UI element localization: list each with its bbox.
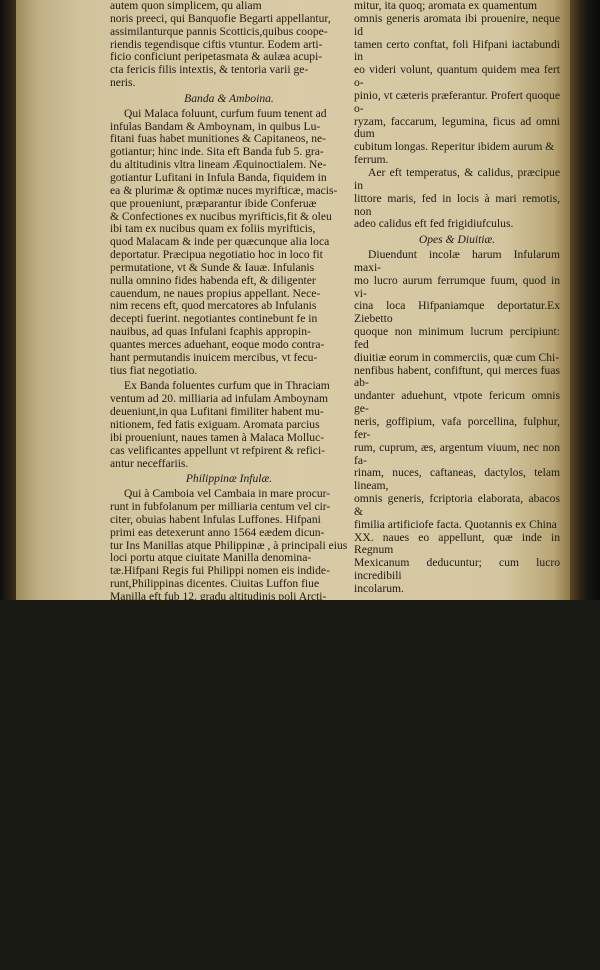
text-line: Adminiftrat Rex Hifpanorum ciuitatem Ma- — [354, 836, 560, 862]
text-line: Aer eft temperatus, & calidus, præcipue in — [354, 165, 560, 192]
text-line: tæ.Hifpani Regis fui Philippi nomen eis indide- — [110, 564, 330, 578]
text-line: cas velificantes appellunt vt refpirent & refici- — [110, 443, 326, 457]
text-line: tur Ins Manillas atque Philippinæ , à principali eius — [110, 538, 348, 552]
section-heading-religio: Religio. — [438, 928, 476, 942]
text-line: fitani fuas habet munitiones & Capitaneos, ne- — [110, 132, 327, 146]
text-line: incolarum. — [354, 581, 404, 595]
section-heading-administratio: Modus Adminiftrationis. — [400, 821, 514, 835]
text-line: noris preeci, qui Banquofie Begarti appellantur, — [110, 11, 331, 25]
text-line: Infulis,amiferunt, exacuit eorum ftudia, vta- — [354, 728, 558, 742]
text-line: annis , ex quo ea quæ in Moluccis obtinuerunt — [354, 702, 560, 729]
text-line: hant permutandis inuicem mercibus, vt fecu- — [110, 350, 318, 364]
text-line: primi eas detexerunt anno 1564 eædem dicun- — [110, 525, 325, 539]
section-heading-philippinae: Philippinæ Infulæ. — [185, 472, 273, 486]
religio-paragraph — [354, 945, 560, 970]
text-line: fionem Caftrorum collocarunt. — [354, 805, 496, 819]
text-line: assimilanturque pannis Scotticis,quibus coope- — [110, 24, 328, 38]
text-line: gotiantur; hinc inde. Sita eft Banda fub 5. gra- — [110, 145, 324, 159]
text-line: quoque non minimum lucrum percipiunt: fed — [354, 325, 560, 351]
text-line: ci: Infula in ambitu M. millia pafluum continet, — [110, 602, 330, 616]
text-line: quod Malacam & inde per quæcunque alia loca — [110, 235, 330, 249]
text-line: riendis tegendisque ciftis vtuntur. Eodem arti- — [110, 37, 323, 51]
text-line: iacentes per Gubernatorem, qui ex Hifpania il- — [354, 887, 560, 914]
scan-left-edge — [0, 0, 16, 600]
text-line: nulla omnino fides habenda eft, & diligenter — [110, 273, 316, 287]
text-line: undanter aduehunt, vtpote fericum omnis ge- — [354, 389, 560, 416]
text-line: tamen certo conftat, foli Hifpani iactabundi in — [354, 37, 560, 64]
robur-paragraph — [354, 614, 560, 820]
right-column — [354, 0, 560, 970]
text-line: omnis generis, fcriptoria elaborata, abacos & — [354, 492, 560, 518]
text-line: permutatione, vt & Sunde & Iauæ. Infulanis — [110, 260, 315, 274]
text-line: mitur, ita quoq; aromata ex quamentum — [354, 0, 538, 12]
banda-paragraph — [110, 108, 348, 378]
section-heading-opes: Opes & Diuitiæ. — [418, 233, 496, 247]
text-line: inftrumentorum bellicorum & tormentorum, — [354, 766, 559, 780]
text-line: Qui Malaca foluunt, curfum fuum tenent ad — [124, 106, 327, 120]
text-line: ea & plurimæ & optimæ nuces myrifticæ, macis- — [110, 183, 338, 197]
text-line: terius fe defendant. Ea de caufa magnam copiam — [354, 741, 560, 767]
text-line: littore maris, fed in locis à mari remotis, non — [354, 191, 560, 218]
text-line: tur, cum firmo propofito nulli mortalium ce- — [354, 664, 560, 678]
text-line: nim recens eft, quod mercatores ab Infulanis — [110, 299, 317, 313]
text-line: neris. — [110, 76, 136, 90]
text-line: ibi proueniunt, naues tamen à Malaca Molluc- — [110, 430, 325, 444]
text-line: eo videri volunt, quantum quidem mea fert o- — [354, 63, 560, 90]
text-line: ficio conficiunt peripetasmata & aulæa acupi- — [110, 50, 323, 64]
text-line: que proueniunt, præparantur ibide Conferuæ — [110, 196, 317, 210]
text-line: deueniunt,in qua Lufitani fimiliter habent mu- — [110, 405, 324, 419]
amboina-paragraph — [110, 380, 348, 470]
book-page — [16, 0, 570, 970]
text-line: quantes merces aduehant, eoque modo contra- — [110, 337, 325, 351]
text-line: XX. naues eo appellunt, quæ inde in Regnum — [354, 530, 560, 557]
text-line: cauendum, ne naues propius appellant. Nece- — [110, 286, 321, 300]
text-line: omnis generis aromata ibi prouenire, neque id — [354, 11, 560, 38]
text-line: cubitum longas. Reperitur ibidem aurum & — [354, 140, 555, 154]
text-line: rum, cuprum, æs, argentum viuum, nec non fa- — [354, 440, 560, 467]
text-line: ventum ad 20. milliaria ad infulam Amboynam — [110, 392, 328, 406]
text-line: runt,Philippinas dicentes. Ciuitas Luffon fiue — [110, 577, 320, 591]
text-line: diuitiæ eorum in commerciis, quæ cum Chi- — [354, 350, 560, 364]
text-line: tius fiat negotiatio. — [110, 363, 198, 377]
text-line: Manilla eft fub 12. gradu altitudinis poli Arcti- — [110, 589, 327, 603]
text-line: fimilia artificiofe facta. Quotannis ex China — [354, 517, 557, 531]
text-line: circa eam vifuntur aliæ Infulæ innumeræ, qua- — [110, 615, 327, 629]
text-line: decepti fuerint. negotiantes continebunt fe in — [110, 312, 318, 326]
text-line: & Confectiones ex nucibus myrifticis,fit & oleu — [110, 209, 332, 223]
text-line: loci portu atque ciuitate Manilla denomina- — [110, 551, 312, 565]
text-line: rinam, nuces, caftaneas, dactylos, telam lineam, — [354, 466, 560, 493]
text-line: runt in fubfolanum per milliaria centum vel cir- — [110, 500, 331, 514]
text-line: ibi tam ex nucibus quam ex foliis myrifticis, — [110, 222, 316, 236]
section-heading-robur: Robur & Firmitas. — [413, 597, 501, 611]
opes-paragraph — [354, 249, 560, 596]
text-line: dendi. Iactura quam acceperunt proximis his — [354, 676, 560, 703]
left-top-paragraph — [110, 0, 348, 90]
text-line: luc mittitur. — [354, 913, 409, 927]
administratio-paragraph — [354, 837, 560, 927]
section-heading-banda: Banda & Amboina. — [184, 91, 274, 105]
text-line: Diuendunt incolæ harum Infularum maxi- — [354, 248, 560, 274]
text-line: nillam,fiue Lufonias cætetafque Infulas circum- — [354, 861, 560, 888]
text-line: deportatur. Præcipua negotiatio hoc in loco fit — [110, 248, 323, 262]
text-line: lis, quæ magnis præfidiis Hifpanorum obtinen- — [354, 638, 560, 665]
text-line: nauibus, ad quas Infulani fcaphis appropin- — [110, 325, 311, 339]
text-line: Qui à Camboia vel Cambaia in mare procur- — [124, 487, 331, 501]
text-line: autem quon simplicem, qu aliam — [110, 0, 262, 12]
text-line: nec non magnum numerum militum,in defen- — [354, 779, 560, 806]
text-line: Harum Infularum incolæ Epifcopum in Vi- — [354, 943, 560, 970]
text-line: ryzam, faccarum, legumina, ficus ad omni dum — [354, 114, 560, 141]
text-line: gotiantur Lufitani in Infula Banda, fiquidem in — [110, 170, 327, 184]
text-line: ferrum. — [354, 153, 389, 167]
text-line: citer, obuias habent Infulas Luffones. Hifpani — [110, 512, 321, 526]
text-line: antur neceffariis. — [110, 456, 189, 470]
text-line: neris, goffipium, vafa porcellina, fulphur, fer- — [354, 415, 560, 441]
text-line: cina loca Hifpaniamque deportatur.Ex Ziebetto — [354, 299, 560, 326]
text-line: Reperiuntur multa loca munita in his Infu- — [354, 612, 560, 639]
right-top-paragraph — [354, 0, 560, 231]
text-line: adeo calidus eft fed frigidiufculus. — [354, 217, 514, 231]
text-line: nenfibus habent, confiftunt, qui merces fuas ab- — [354, 363, 560, 390]
text-line: infulas Bandam & Amboynam, in quibus Lu- — [110, 119, 321, 133]
text-line: cta fericis filis intextis, & tentoria varii ge- — [110, 63, 309, 77]
philippinae-paragraph — [110, 488, 348, 629]
text-line: pinio, vt cæteris præferantur. Profert quoque o- — [354, 88, 560, 115]
text-line: Mexicanum deducuntur; cum lucro incredibili — [354, 556, 560, 583]
text-line: nitionem, fed fatis exiguam. Aromata parcius — [110, 418, 320, 431]
left-column — [110, 0, 348, 630]
text-line: Ex Banda foluentes curfum que in Thraciam — [124, 379, 330, 393]
text-line: mo lucro aurum ferrumque fuum, quod in vi- — [354, 273, 560, 300]
scan-right-edge — [570, 0, 600, 600]
text-line: du altitudinis vltra lineam Æquinoctialem. Ne- — [110, 158, 327, 172]
